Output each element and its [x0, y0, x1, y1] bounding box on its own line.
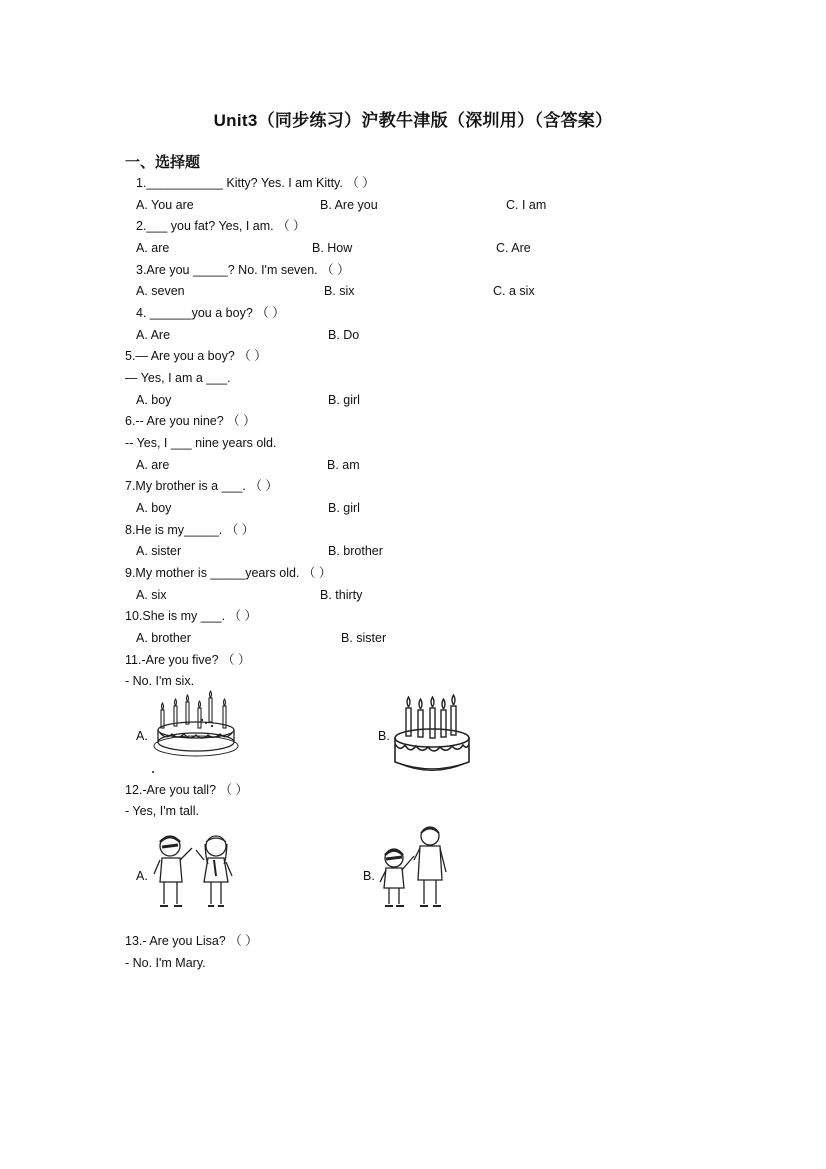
question-3: 3.Are you _____? No. I'm seven. （ ）: [136, 263, 350, 277]
question-2: 2.___ you fat? Yes, I am. （ ）: [136, 219, 306, 233]
q4-option-a[interactable]: A. Are: [136, 328, 171, 342]
q2-option-c[interactable]: C. Are: [496, 241, 531, 255]
q1-option-b[interactable]: B. Are you: [320, 198, 378, 212]
q7-option-b[interactable]: B. girl: [328, 501, 360, 515]
q4-option-b[interactable]: B. Do: [328, 328, 360, 342]
q8-option-b[interactable]: B. brother: [328, 544, 383, 558]
question-12: 12.-Are you tall? （ ）: [125, 783, 248, 797]
q10-option-a[interactable]: A. brother: [136, 631, 191, 645]
q5-option-a[interactable]: A. boy: [136, 393, 172, 407]
question-12-reply: - Yes, I'm tall.: [125, 804, 199, 818]
question-13-reply: - No. I'm Mary.: [125, 956, 206, 970]
q10-option-b[interactable]: B. sister: [341, 631, 387, 645]
question-13: 13.- Are you Lisa? （ ）: [125, 934, 258, 948]
q5-option-b[interactable]: B. girl: [328, 393, 360, 407]
boy-and-girl-image[interactable]: [150, 830, 240, 910]
q1-option-c[interactable]: C. I am: [506, 198, 547, 212]
question-7: 7.My brother is a ___. （ ）: [125, 479, 278, 493]
question-9: 9.My mother is _____years old. （ ）: [125, 566, 332, 580]
q7-option-a[interactable]: A. boy: [136, 501, 172, 515]
question-8: 8.He is my_____. （ ）: [125, 523, 255, 537]
cake-five-candles-image[interactable]: [390, 692, 474, 772]
question-1: 1.___________ Kitty? Yes. I am Kitty. （ ）: [136, 176, 375, 190]
q2-option-b[interactable]: B. How: [312, 241, 353, 255]
q12-option-a[interactable]: A.: [136, 869, 148, 883]
q8-option-a[interactable]: A. sister: [136, 544, 182, 558]
q9-option-a[interactable]: A. six: [136, 588, 167, 602]
question-6: 6.-- Are you nine? （ ）: [125, 414, 256, 428]
page-title: Unit3（同步练习）沪教牛津版（深圳用）（含答案）: [213, 111, 613, 130]
short-boy-and-tall-boy-image[interactable]: [376, 822, 456, 910]
q3-option-c[interactable]: C. a six: [493, 284, 535, 298]
q9-option-b[interactable]: B. thirty: [320, 588, 363, 602]
q3-option-b[interactable]: B. six: [324, 284, 355, 298]
question-5-reply: — Yes, I am a ___.: [125, 371, 231, 385]
question-11-reply: - No. I'm six.: [125, 674, 195, 688]
question-10: 10.She is my ___. （ ）: [125, 609, 258, 623]
q11-option-b[interactable]: B.: [378, 729, 390, 743]
question-11: 11.-Are you five? （ ）: [125, 653, 251, 667]
q3-option-a[interactable]: A. seven: [136, 284, 185, 298]
q6-option-b[interactable]: B. am: [327, 458, 360, 472]
question-4: 4. ______you a boy? （ ）: [136, 306, 285, 320]
q1-option-a[interactable]: A. You are: [136, 198, 194, 212]
q2-option-a[interactable]: A. are: [136, 241, 170, 255]
q11-option-a[interactable]: A.: [136, 729, 148, 743]
question-6-reply: -- Yes, I ___ nine years old.: [125, 436, 277, 450]
question-5: 5.— Are you a boy? （ ）: [125, 349, 267, 363]
section-heading: 一、选择题: [125, 154, 201, 171]
q12-option-b[interactable]: B.: [363, 869, 375, 883]
q6-option-a[interactable]: A. are: [136, 458, 170, 472]
cake-six-candles-image[interactable]: [152, 690, 240, 774]
